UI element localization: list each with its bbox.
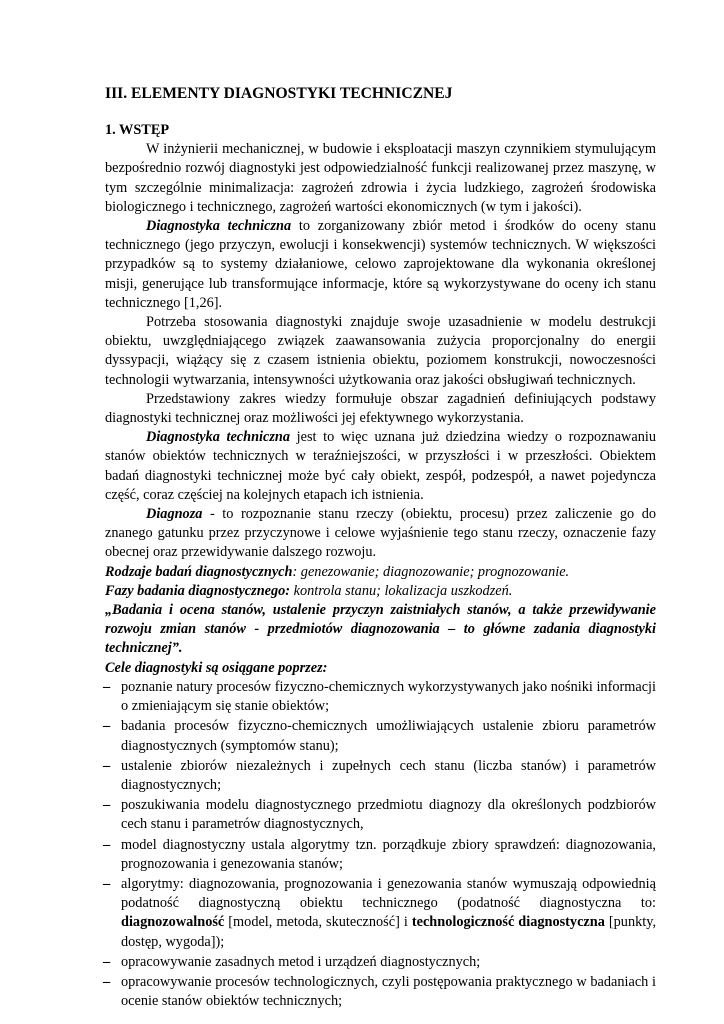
- dash-bullet: –: [103, 718, 111, 735]
- phases-label: Fazy badania diagnostycznego:: [105, 582, 291, 599]
- paragraph-scope: Przedstawiony zakres wiedzy formułuje obszar zagadnień definiujących podstawy diagnostyki technicznej oraz możliwości jej efektywnego wykorzystania.: [105, 390, 656, 427]
- paragraph-text: - to rozpoznanie stanu rzeczy (obiektu, procesu) przez zaliczenie go do znanego gatunku przez przyczynowe i celowe wyjaśnienie tego stanu rzeczy, oznaczenie fazy obecnej oraz przewidywanie dalszego rozwoju.: [105, 506, 656, 561]
- types-label: Rodzaje badań diagnostycznych: [105, 563, 293, 580]
- dash-bullet: –: [103, 836, 111, 853]
- term-diagnostyka-techniczna: Diagnostyka techniczna: [146, 218, 292, 235]
- list-item: – badania procesów fizyczno-chemicznych umożliwiających ustalenie zbioru parametrów diagnostycznych (symptomów stanu);: [103, 718, 656, 754]
- main-tasks-quote: „Badania i ocena stanów, ustalenie przyczyn zaistniałych stanów, a także przewidywanie rozwoju zmian stanów - przedmiotów diagnozowania – to główne zadania diagnostyki technicznej”.: [105, 602, 656, 657]
- dash-bullet: –: [103, 953, 111, 970]
- phases-line: [105, 582, 656, 601]
- paragraph-text: jest to więc uznana już dziedzina wiedzy o rozpoznawaniu stanów obiektów technicznych w teraźniejszości, w przyszłości i w przeszłości. Obiektem badań diagnostyki technicznej może być cały obiekt, zespół, podzespół, a nawet pojedyncza część, coraz częściej na kolejnych etapach ich istnienia.: [105, 429, 656, 503]
- paragraph-text: to zorganizowany zbiór metod i środków do oceny stanu technicznego (jego przyczyn, ewolucji i konsekwencji) systemów technicznych. W większości przypadków są to systemy działaniowe, celowo zaprojektowane dla wykonania określonej misji, generujące lub transformujące informacje, które są wykorzystywane do oceny ich stanu technicznego [1,26].: [105, 218, 656, 311]
- goals-list: [105, 678, 656, 1011]
- paragraph-definition: [105, 217, 656, 313]
- list-item: – poszukiwania modelu diagnostycznego przedmiotu diagnozy dla określonych podzbiorów cech stanu i parametrów diagnostycznych,: [103, 797, 656, 833]
- paragraph-diagnoza: [105, 505, 656, 563]
- term-technologicznosc: technologiczność diagnostyczna: [411, 914, 605, 931]
- paragraph-need: Potrzeba stosowania diagnostyki znajduje swoje uzasadnienie w modelu destrukcji obiektu, uwzględniającego związek zaawansowania zużycia proporcjonalny do energii dyssypacji, wiążący się z czasem istnienia obiektu, poziomem konstrukcji, nowoczesności technologii wytwarzania, intensywności użytkowania oraz jakości obsługiwań technicznych.: [105, 314, 656, 388]
- types-line: [105, 563, 656, 582]
- paragraph-definition-2: [105, 428, 656, 505]
- list-item: – model diagnostyczny ustala algorytmy tzn. porządkuje zbiory sprawdzeń: diagnozowania, prognozowania i genezowania stanów;: [103, 836, 656, 872]
- dash-bullet: –: [103, 973, 111, 990]
- list-item: – ustalenie zbiorów niezależnych i zupełnych cech stanu (liczba stanów) i parametrów diagnostycznych;: [103, 757, 656, 793]
- paragraph-intro: W inżynierii mechanicznej, w budowie i eksploatacji maszyn czynnikiem stymulującym bezpośrednio rozwój diagnostyki jest odpowiedzialność funkcji realizowanej przez maszynę, w tym szczególnie minimalizacja: zagrożeń zdrowia i życia ludzkiego, zagrożeń środowiska biologicznego i technicznego, zagrożeń wartości ekonomicznych (w tym i jakości).: [105, 141, 656, 215]
- dash-bullet: –: [103, 797, 111, 814]
- phases-text: kontrola stanu; lokalizacja uszkodzeń.: [290, 582, 513, 599]
- list-item: – opracowywanie procesów technologicznych, czyli postępowania praktycznego w badaniach i ocenie stanów obiektów technicznych;: [103, 973, 656, 1010]
- dash-bullet: –: [103, 875, 111, 892]
- list-item: – algorytmy: diagnozowania, prognozowania i genezowania stanów wymuszają odpowiednią podatność diagnostyczną obiektu technicznego (podatność diagnostyczna to: diagnozowalność [model, metoda, skuteczność] i technologiczność diagnostyczna [punkty, dostęp, wygoda]);: [103, 875, 657, 950]
- types-text: : genezowanie; diagnozowanie; prognozowanie.: [292, 563, 570, 580]
- term-diagnostyka-techniczna-2: Diagnostyka techniczna: [146, 429, 291, 446]
- chapter-title: III. ELEMENTY DIAGNOSTYKI TECHNICZNEJ: [105, 85, 453, 102]
- list-item: – opracowywanie zasadnych metod i urządzeń diagnostycznych;: [105, 953, 656, 972]
- term-diagnoza: Diagnoza: [146, 506, 203, 523]
- dash-bullet: –: [103, 757, 111, 774]
- goals-heading: Cele diagnostyki są osiągane poprzez:: [105, 659, 328, 676]
- section-heading: 1. WSTĘP: [105, 122, 170, 138]
- list-item: – poznanie natury procesów fizyczno-chemicznych wykorzystywanych jako nośniki informacji o zmieniającym się stanie obiektów;: [103, 678, 656, 715]
- dash-bullet: –: [103, 678, 111, 695]
- term-diagnozowalnosc: diagnozowalność: [121, 914, 225, 931]
- document-body: [105, 84, 656, 1011]
